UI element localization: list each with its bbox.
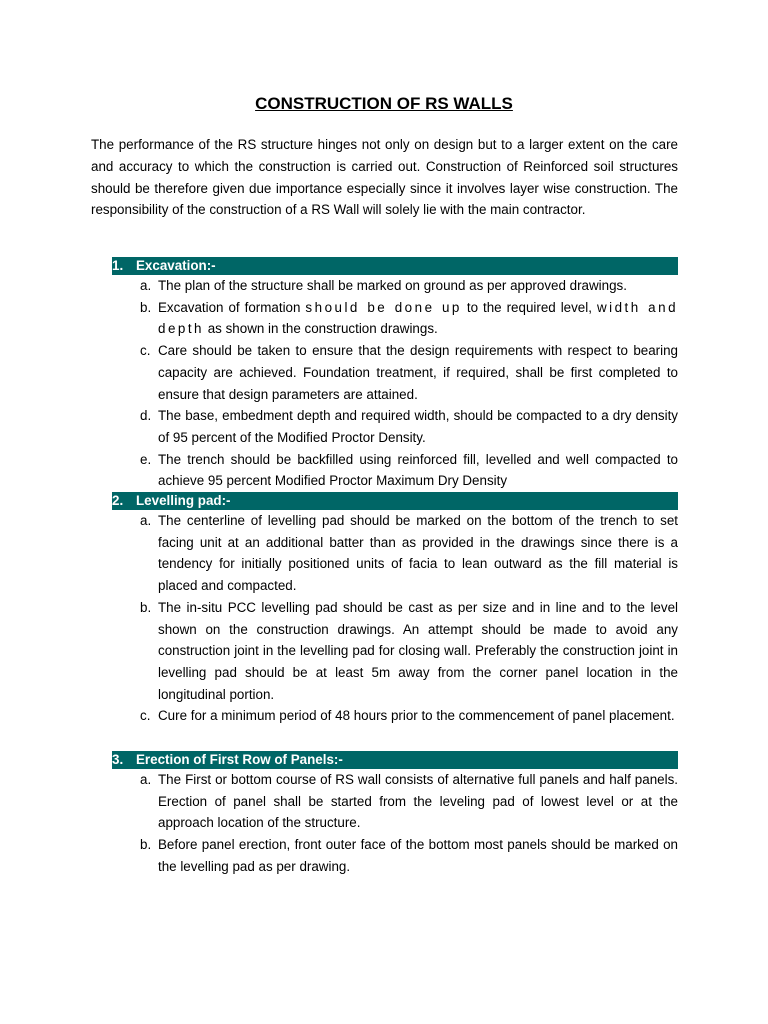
intro-paragraph: The performance of the RS structure hinges not only on design but to a larger extent on the care and accuracy to which the construction is carried out. Construction of Reinforced soil structures should be therefore given due importance especially since it involves layer wise construction. The responsibility of the construction of a RS Wall will solely lie with the main contractor.	[91, 137, 678, 218]
item-text-end: as shown in the construction drawings.	[204, 321, 438, 337]
item-marker: b.	[140, 599, 152, 615]
item-text: Care should be taken to ensure that the design requirements with respect to bearing capacity are achieved. Foundation treatment, if required, shall be first completed to ensure that design parameters are attained.	[158, 343, 678, 402]
section-heading-bar	[112, 751, 678, 769]
list-item	[112, 597, 678, 706]
item-text: The base, embedment depth and required width, should be compacted to a dry density of 95 percent of the Modified Proctor Density.	[158, 408, 678, 445]
item-marker: c.	[140, 343, 151, 359]
list-item	[112, 510, 678, 597]
section-heading-bar	[112, 257, 678, 275]
item-text: The centerline of levelling pad should be marked on the bottom of the trench to set facing unit at an additional batter than as provided in the drawings since there is a tendency for initially positioned units of facia to lean outward as the fill material is placed and compacted.	[158, 513, 678, 594]
list-item	[112, 449, 678, 492]
section-number: 3.	[112, 752, 124, 767]
item-marker: a.	[140, 772, 152, 787]
item-marker: e.	[140, 451, 152, 467]
item-marker: c.	[140, 708, 151, 724]
section-heading-bar	[112, 492, 678, 510]
item-text: The in-situ PCC levelling pad should be cast as per size and in line and to the level shown on the construction drawings. An attempt should be made to avoid any construction joint in the levelling pad for closing wall. Preferably the construction joint in levelling pad should be at least 5m away from the corner panel location in the longitudinal portion.	[158, 599, 678, 702]
list-item	[112, 705, 678, 727]
section-erection-first-row	[112, 751, 678, 878]
item-text-start: Excavation of formation	[158, 299, 306, 315]
item-marker: a.	[140, 513, 152, 528]
list-item	[112, 275, 678, 297]
item-text: The trench should be backfilled using reinforced fill, levelled and well compacted to achieve 95 percent Modified Proctor Maximum Dry Density	[158, 451, 678, 489]
section-number: 1.	[112, 258, 124, 273]
section-heading: Excavation:-	[136, 258, 216, 273]
list-item	[112, 405, 678, 448]
item-text-spaced: width and depth	[158, 299, 679, 337]
list-item	[112, 769, 678, 834]
list-item	[112, 297, 678, 340]
section-excavation	[112, 257, 678, 492]
list-item	[112, 834, 678, 877]
section-item-list	[112, 275, 678, 492]
section-item-list	[112, 769, 678, 878]
item-text-spaced: should be done up	[305, 299, 462, 315]
section-heading: Erection of First Row of Panels:-	[136, 752, 343, 767]
item-text: The plan of the structure shall be marked on ground as per approved drawings.	[158, 278, 627, 293]
item-marker: d.	[140, 408, 152, 424]
item-text-mid: to the required level,	[461, 299, 597, 315]
item-text: Before panel erection, front outer face of the bottom most panels should be marked on the levelling pad as per drawing.	[158, 837, 678, 874]
section-heading: Levelling pad:-	[136, 493, 231, 508]
section-levelling-pad	[112, 492, 678, 727]
page-title: CONSTRUCTION OF RS WALLS	[255, 94, 513, 113]
item-marker: b.	[140, 837, 152, 853]
section-number: 2.	[112, 493, 124, 508]
item-marker: b.	[140, 299, 152, 315]
section-item-list	[112, 510, 678, 727]
list-item	[112, 340, 678, 405]
item-text: The First or bottom course of RS wall consists of alternative full panels and half panels. Erection of panel shall be started from the leveling pad of lowest level or at the approach location of the structure.	[158, 772, 678, 831]
item-marker: a.	[140, 278, 152, 293]
item-text: Cure for a minimum period of 48 hours prior to the commencement of panel placement.	[158, 708, 675, 724]
